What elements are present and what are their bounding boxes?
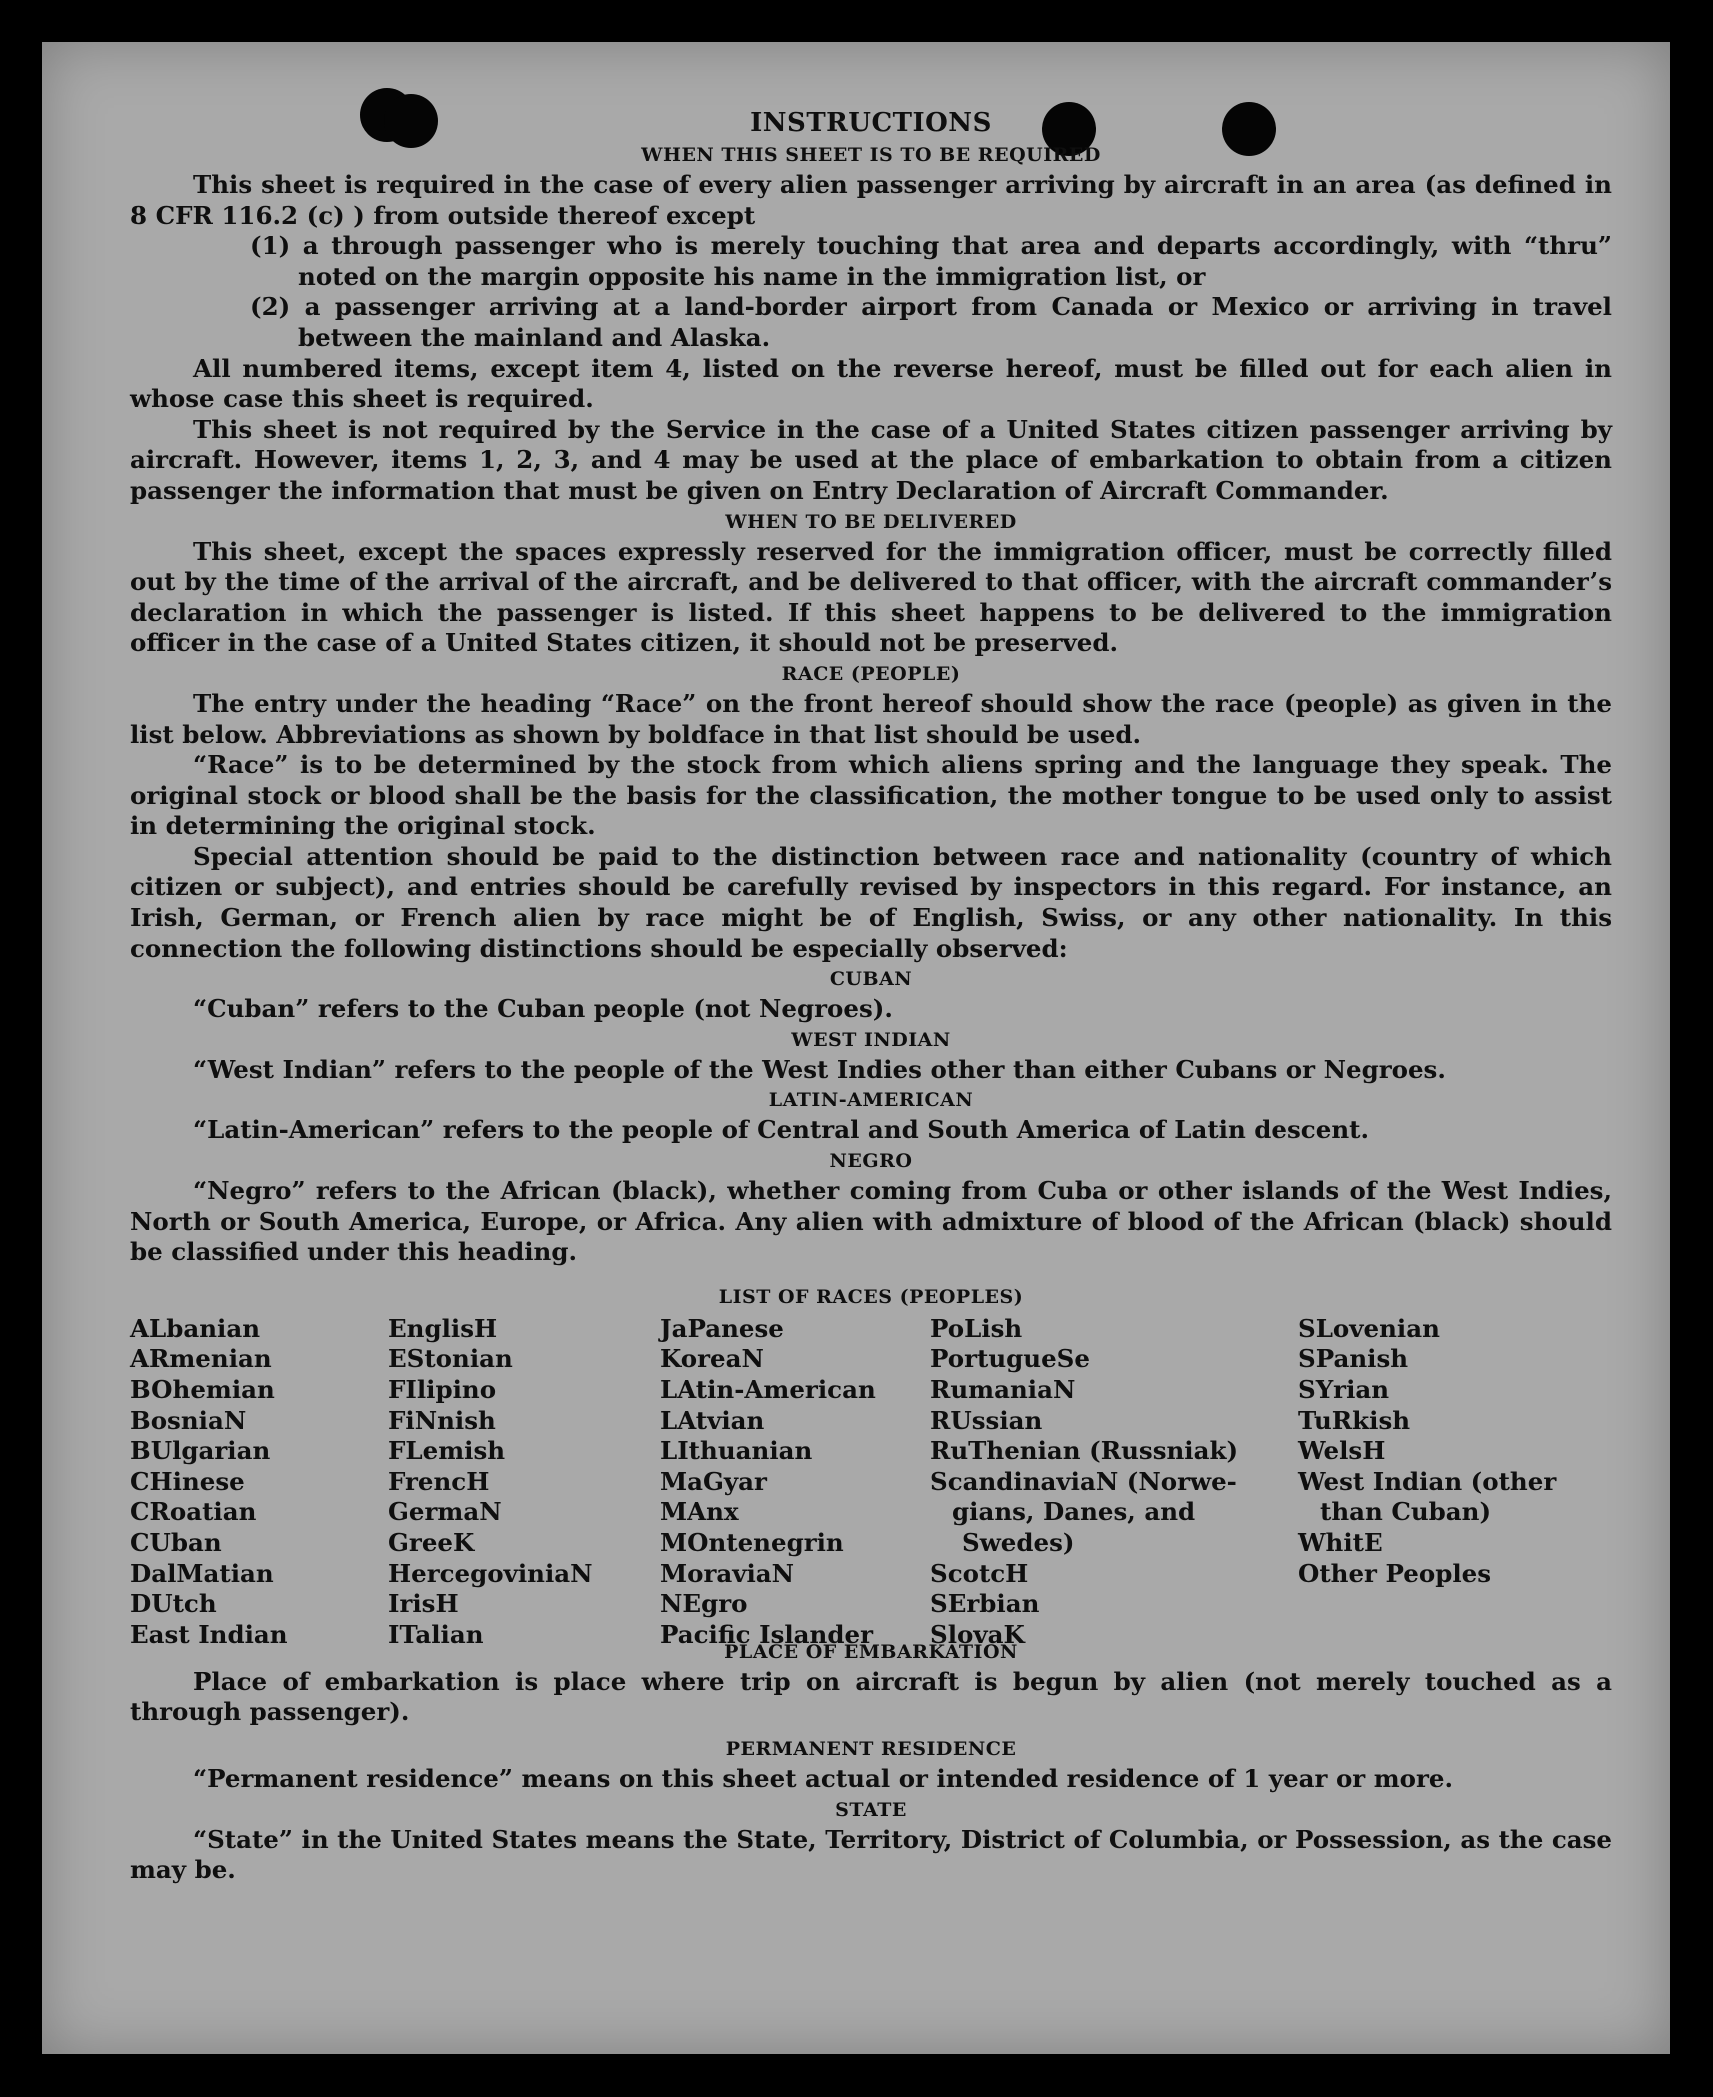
west-indian-text: “West Indian” refers to the people of the West Indies other than either Cubans or Negroes. <box>193 1054 1446 1084</box>
race-item: RUssian <box>930 1405 1043 1435</box>
heading-embarkation: PLACE OF EMBARKATION <box>724 1640 1018 1663</box>
race-item: EStonian <box>388 1344 513 1374</box>
race-column-4 <box>930 1314 1238 1651</box>
race-item: WelsH <box>1298 1436 1386 1466</box>
when-required-p2: All numbered items, except item 4, listed on the reverse hereof, must be filled out for each alien in whose case this sheet is required. <box>130 353 1612 414</box>
race-item: NEgro <box>660 1589 748 1619</box>
race-item: LAtin-American <box>660 1375 876 1404</box>
race-item: BOhemian <box>130 1375 275 1404</box>
race-item: PortugueSe <box>930 1344 1090 1374</box>
race-column-3 <box>660 1314 876 1651</box>
race-item: HercegoviniaN <box>388 1558 593 1588</box>
race-item: WhitE <box>1298 1527 1383 1557</box>
race-list <box>130 1312 1612 1649</box>
race-column-1 <box>130 1314 288 1651</box>
race-item: DUtch <box>130 1589 217 1619</box>
race-item: CUban <box>130 1527 222 1557</box>
race-item: KoreaN <box>660 1344 764 1374</box>
heading-when-required: WHEN THIS SHEET IS TO BE REQUIRED <box>641 144 1101 166</box>
cuban-text: “Cuban” refers to the Cuban people (not Negroes). <box>193 994 893 1024</box>
race-item: ARmenian <box>130 1344 272 1374</box>
race-column-2 <box>388 1314 593 1651</box>
when-required-item2: (2) a passenger arriving at a land-border airport from Canada or Mexico or arriving in travel between the mainland and Alaska. <box>250 292 1612 352</box>
race-item: BUlgarian <box>130 1436 271 1466</box>
race-item: ScandinaviaN (Norwe- <box>930 1466 1237 1496</box>
race-item: MaGyar <box>660 1466 767 1496</box>
race-p2: “Race” is to be determined by the stock from which aliens spring and the language they speak. The original stock or blood shall be the basis for the classification, the mother tongue to be used only to assist in determining the original stock. <box>130 750 1612 841</box>
race-item: ITalian <box>388 1619 484 1649</box>
race-item: RuThenian (Russniak) <box>930 1436 1239 1466</box>
race-item: FIlipino <box>388 1375 497 1404</box>
race-p1: The entry under the heading “Race” on the front hereof should show the race (people) as given in the list below. Abbreviations as shown by boldface in that list should be used. <box>130 688 1612 749</box>
heading-latin-american: LATIN-AMERICAN <box>768 1089 974 1112</box>
race-column-5 <box>1298 1314 1556 1589</box>
race-item: Pacific Islander <box>660 1619 873 1649</box>
race-item: LIthuanian <box>660 1436 813 1466</box>
race-item: EnglisH <box>388 1313 498 1343</box>
race-item: ScotcH <box>930 1558 1029 1588</box>
race-p3: Special attention should be paid to the distinction between race and nationality (country of which citizen or subject), and entries should be carefully revised by inspectors in this regard. For instance, an Irish, German, or French alien by race might be of English, Swiss, or any other nationality. In this connection the following distinctions should be especially observed: <box>130 841 1612 963</box>
heading-residence: PERMANENT RESIDENCE <box>725 1738 1017 1760</box>
race-item: RumaniaN <box>930 1375 1076 1404</box>
race-item: IrisH <box>388 1589 459 1619</box>
race-item: than Cuban) <box>1320 1497 1492 1527</box>
heading-cuban: CUBAN <box>829 968 913 991</box>
race-item: JaPanese <box>660 1313 784 1343</box>
heading-race: RACE (PEOPLE) <box>781 662 961 685</box>
race-item: FLemish <box>388 1436 506 1466</box>
instructions-content <box>130 106 1612 1886</box>
race-item: MoraviaN <box>660 1558 795 1588</box>
race-item: SPanish <box>1298 1344 1409 1374</box>
race-item: SYrian <box>1298 1375 1390 1404</box>
document-sheet <box>42 42 1670 2054</box>
race-item: FrencH <box>388 1466 490 1496</box>
race-item: SErbian <box>930 1589 1040 1619</box>
race-item: West Indian (other <box>1298 1466 1557 1496</box>
race-item: TuRkish <box>1298 1405 1411 1435</box>
race-item: MAnx <box>660 1497 739 1527</box>
race-item: FiNnish <box>388 1405 496 1435</box>
race-item: CRoatian <box>130 1497 257 1527</box>
heading-list-of-races: LIST OF RACES (PEOPLES) <box>718 1285 1024 1308</box>
race-item: East Indian <box>130 1619 288 1649</box>
race-item: gians, Danes, and <box>952 1497 1196 1527</box>
latin-american-text: “Latin-American” refers to the people of Central and South America of Latin descent. <box>193 1115 1369 1145</box>
state-text: “State” in the United States means the State, Territory, District of Columbia, or Possession, as the case may be. <box>130 1824 1612 1885</box>
race-item: MOntenegrin <box>660 1527 844 1557</box>
heading-negro: NEGRO <box>829 1150 913 1173</box>
page-title: INSTRUCTIONS <box>750 108 992 138</box>
heading-state: STATE <box>835 1798 907 1821</box>
when-required-p1: This sheet is required in the case of every alien passenger arriving by aircraft in an area (as defined in 8 CFR 116.2 (c) ) from outside thereof except <box>130 170 1612 230</box>
race-item: CHinese <box>130 1466 245 1496</box>
negro-text: “Negro” refers to the African (black), whether coming from Cuba or other islands of the West Indies, North or South America, Europe, or Africa. Any alien with admixture of blood of the African (black) should be classified under this heading. <box>130 1176 1612 1267</box>
race-item: LAtvian <box>660 1405 765 1435</box>
race-item: PoLish <box>930 1313 1023 1343</box>
residence-text: “Permanent residence” means on this sheet actual or intended residence of 1 year or more. <box>193 1764 1454 1793</box>
race-item: BosniaN <box>130 1405 247 1435</box>
when-required-p3: This sheet is not required by the Service in the case of a United States citizen passenger arriving by aircraft. However, items 1, 2, 3, and 4 may be used at the place of embarkation to obtain from a citizen passenger the information that must be given on Entry Declaration of Aircraft Commander. <box>130 414 1612 505</box>
race-item: SlovaK <box>930 1619 1025 1649</box>
race-item: SLovenian <box>1298 1313 1440 1343</box>
heading-west-indian: WEST INDIAN <box>791 1028 951 1051</box>
race-item: ALbanian <box>130 1313 261 1343</box>
embarkation-text: Place of embarkation is place where trip on aircraft is begun by alien (not merely touched as a through passenger). <box>130 1666 1612 1727</box>
when-delivered-p1: This sheet, except the spaces expressly reserved for the immigration officer, must be correctly filled out by the time of the arrival of the aircraft, and be delivered to that officer, with the aircraft commander’s declaration in which the passenger is listed. If this sheet happens to be delivered to the immigration officer in the case of a United States citizen, it should not be preserved. <box>130 536 1612 658</box>
when-required-item1: (1) a through passenger who is merely touching that area and departs accordingly, with “thru” noted on the margin opposite his name in the immigration list, or <box>250 231 1612 291</box>
race-item: GermaN <box>388 1497 502 1527</box>
race-item: DalMatian <box>130 1558 274 1588</box>
race-item: Swedes) <box>962 1527 1075 1557</box>
heading-when-delivered: WHEN TO BE DELIVERED <box>725 510 1017 533</box>
race-item: Other Peoples <box>1298 1558 1492 1588</box>
race-item: GreeK <box>388 1527 475 1557</box>
